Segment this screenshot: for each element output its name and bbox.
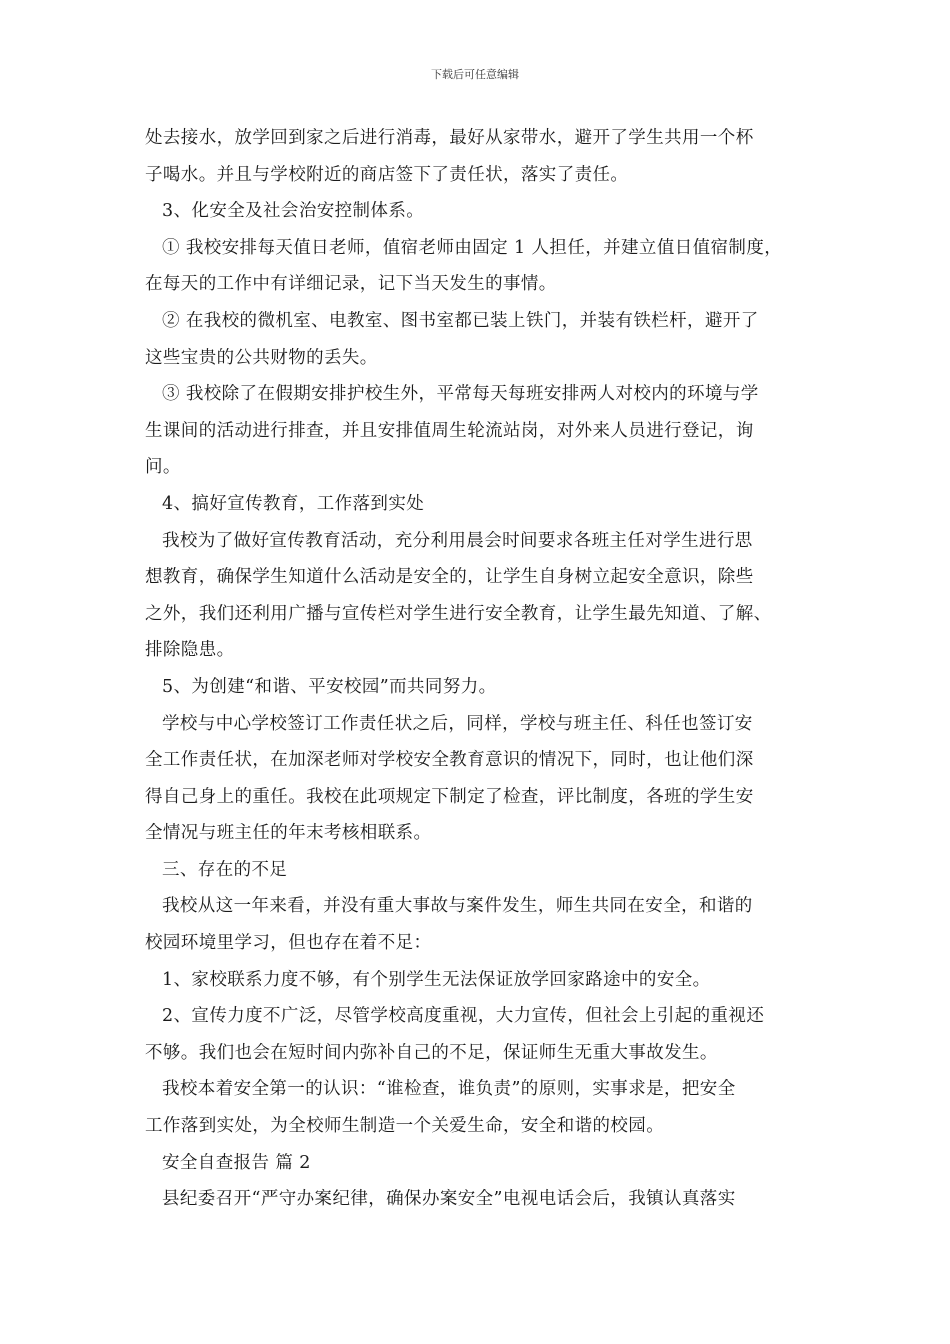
text-line: 这些宝贵的公共财物的丢失。 — [145, 347, 378, 368]
text-line: 2、宣传力度不广泛，尽管学校高度重视，大力宣传，但社会上引起的重视还 — [162, 1006, 765, 1027]
page-header: 下载后可任意编辑 — [431, 68, 519, 81]
text-line: 我校本着安全第一的认识：“谁检查，谁负责”的原则，实事求是，把安全 — [162, 1079, 736, 1100]
text-line: 不够。我们也会在短时间内弥补自己的不足，保证师生无重大事故发生。 — [145, 1042, 718, 1063]
text-line: 得自己身上的重任。我校在此项规定下制定了检查，评比制度，各班的学生安 — [145, 786, 754, 807]
document-body — [145, 120, 825, 1218]
text-line: 县纪委召开“严守办案纪律，确保办案安全”电视电话会后，我镇认真落实 — [162, 1189, 736, 1210]
text-line: 子喝水。并且与学校附近的商店签下了责任状，落实了责任。 — [145, 164, 629, 185]
text-line: 工作落到实处，为全校师生制造一个关爱生命，安全和谐的校园。 — [145, 1116, 665, 1137]
text-line: 三、存在的不足 — [162, 859, 288, 880]
text-line: 安全自查报告 篇 2 — [162, 1152, 311, 1173]
text-line: 处去接水，放学回到家之后进行消毒，最好从家带水，避开了学生共用一个杯 — [145, 128, 754, 148]
text-line: 我校从这一年来看，并没有重大事故与案件发生，师生共同在安全，和谐的 — [162, 896, 753, 917]
text-line: 学校与中心学校签订工作责任状之后，同样，学校与班主任、科任也签订安 — [162, 713, 753, 734]
text-line: ② 在我校的微机室、电教室、图书室都已装上铁门，并装有铁栏杆，避开了 — [162, 310, 759, 331]
text-line: 在每天的工作中有详细记录，记下当天发生的事情。 — [145, 274, 557, 295]
text-line: 之外，我们还利用广播与宣传栏对学生进行安全教育，让学生最先知道、了解、 — [145, 603, 772, 624]
text-line: 全情况与班主任的年末考核相联系。 — [145, 823, 432, 844]
text-line: 全工作责任状，在加深老师对学校安全教育意识的情况下，同时，也让他们深 — [145, 750, 754, 771]
text-line: 1、家校联系力度不够，有个别学生无法保证放学回家路途中的安全。 — [162, 969, 711, 990]
text-line: 想教育，确保学生知道什么活动是安全的，让学生自身树立起安全意识，除些 — [145, 567, 754, 588]
text-line: 校园环境里学习，但也存在着不足： — [145, 933, 432, 954]
text-line: ① 我校安排每天值日老师，值宿老师由固定 1 人担任，并建立值日值宿制度， — [162, 237, 783, 258]
text-line: ③ 我校除了在假期安排护校生外，平常每天每班安排两人对校内的环境与学 — [162, 384, 759, 405]
text-line: 4、搞好宣传教育，工作落到实处 — [162, 493, 425, 514]
text-line: 5、为创建“和谐、平安校园”而共同努力。 — [162, 676, 497, 697]
text-line: 我校为了做好宣传教育活动，充分利用晨会时间要求各班主任对学生进行思 — [162, 530, 753, 551]
text-line: 问。 — [145, 457, 181, 478]
text-line: 3、化安全及社会治安控制体系。 — [162, 201, 425, 222]
text-line: 生课间的活动进行排查，并且安排值周生轮流站岗，对外来人员进行登记，询 — [145, 420, 754, 441]
text-line: 排除隐患。 — [145, 640, 235, 661]
